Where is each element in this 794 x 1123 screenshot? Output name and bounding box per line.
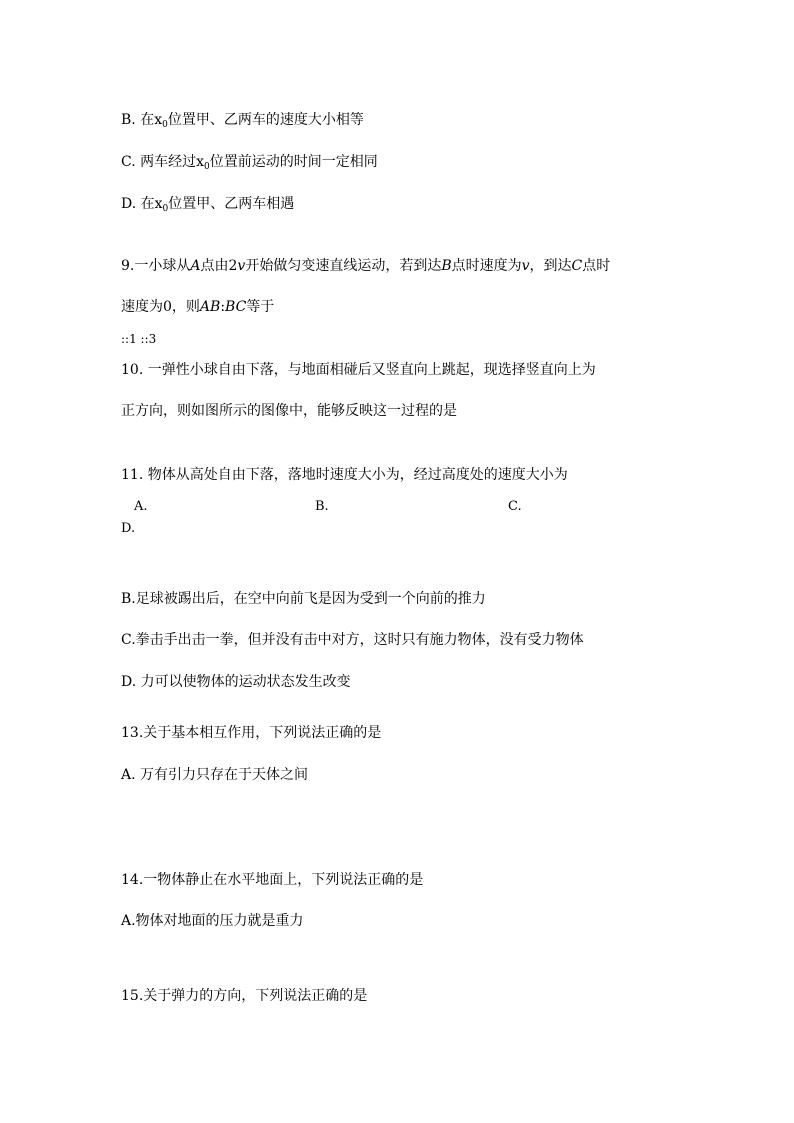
q10-stem-line1: 10. 一弹性小球自由下落，与地面相碰后又竖直向上跳起，现选择竖直向上为 [121,362,596,378]
q12-option-b: B.足球被踢出后，在空中向前飞是因为受到一个向前的推力 [121,591,486,607]
q12-option-c: C.拳击手出击一拳，但并没有击中对方，这时只有施力物体，没有受力物体 [121,632,584,648]
q13-option-a: A. 万有引力只存在于天体之间 [121,767,309,783]
q14-stem: 14.一物体静止在水平地面上，下列说法正确的是 [121,872,424,888]
q9-stem-line1: 9.一小球从A点由2v开始做匀变速直线运动，若到达B点时速度为v，到达C点时 [121,258,611,274]
q13-stem: 13.关于基本相互作用，下列说法正确的是 [121,725,382,741]
q11-stem: 11. 物体从高处自由下落，落地时速度大小为，经过高度处的速度大小为 [121,467,568,483]
q8-option-d: D. 在$x_0$位置甲、乙两车相遇 [121,196,295,214]
q11-option-c: C. [508,499,522,514]
q9-options: ::1 ::3 [121,332,157,346]
q11-option-a: A. [134,499,148,514]
q12-option-d: D. 力可以使物体的运动状态发生改变 [121,674,351,690]
q15-stem: 15.关于弹力的方向，下列说法正确的是 [121,988,368,1004]
q11-option-d: D. [121,521,136,536]
q9-stem-line2: 速度为0，则AB:BC等于 [121,299,275,315]
q8-option-b: B. 在$x_0$位置甲、乙两车的速度大小相等 [121,112,364,130]
q8-option-c: C. 两车经过$x_0$位置前运动的时间一定相同 [121,154,378,172]
q14-option-a: A.物体对地面的压力就是重力 [121,913,304,929]
q11-option-b: B. [315,499,329,514]
q10-stem-line2: 正方向，则如图所示的图像中，能够反映这一过程的是 [121,403,457,419]
